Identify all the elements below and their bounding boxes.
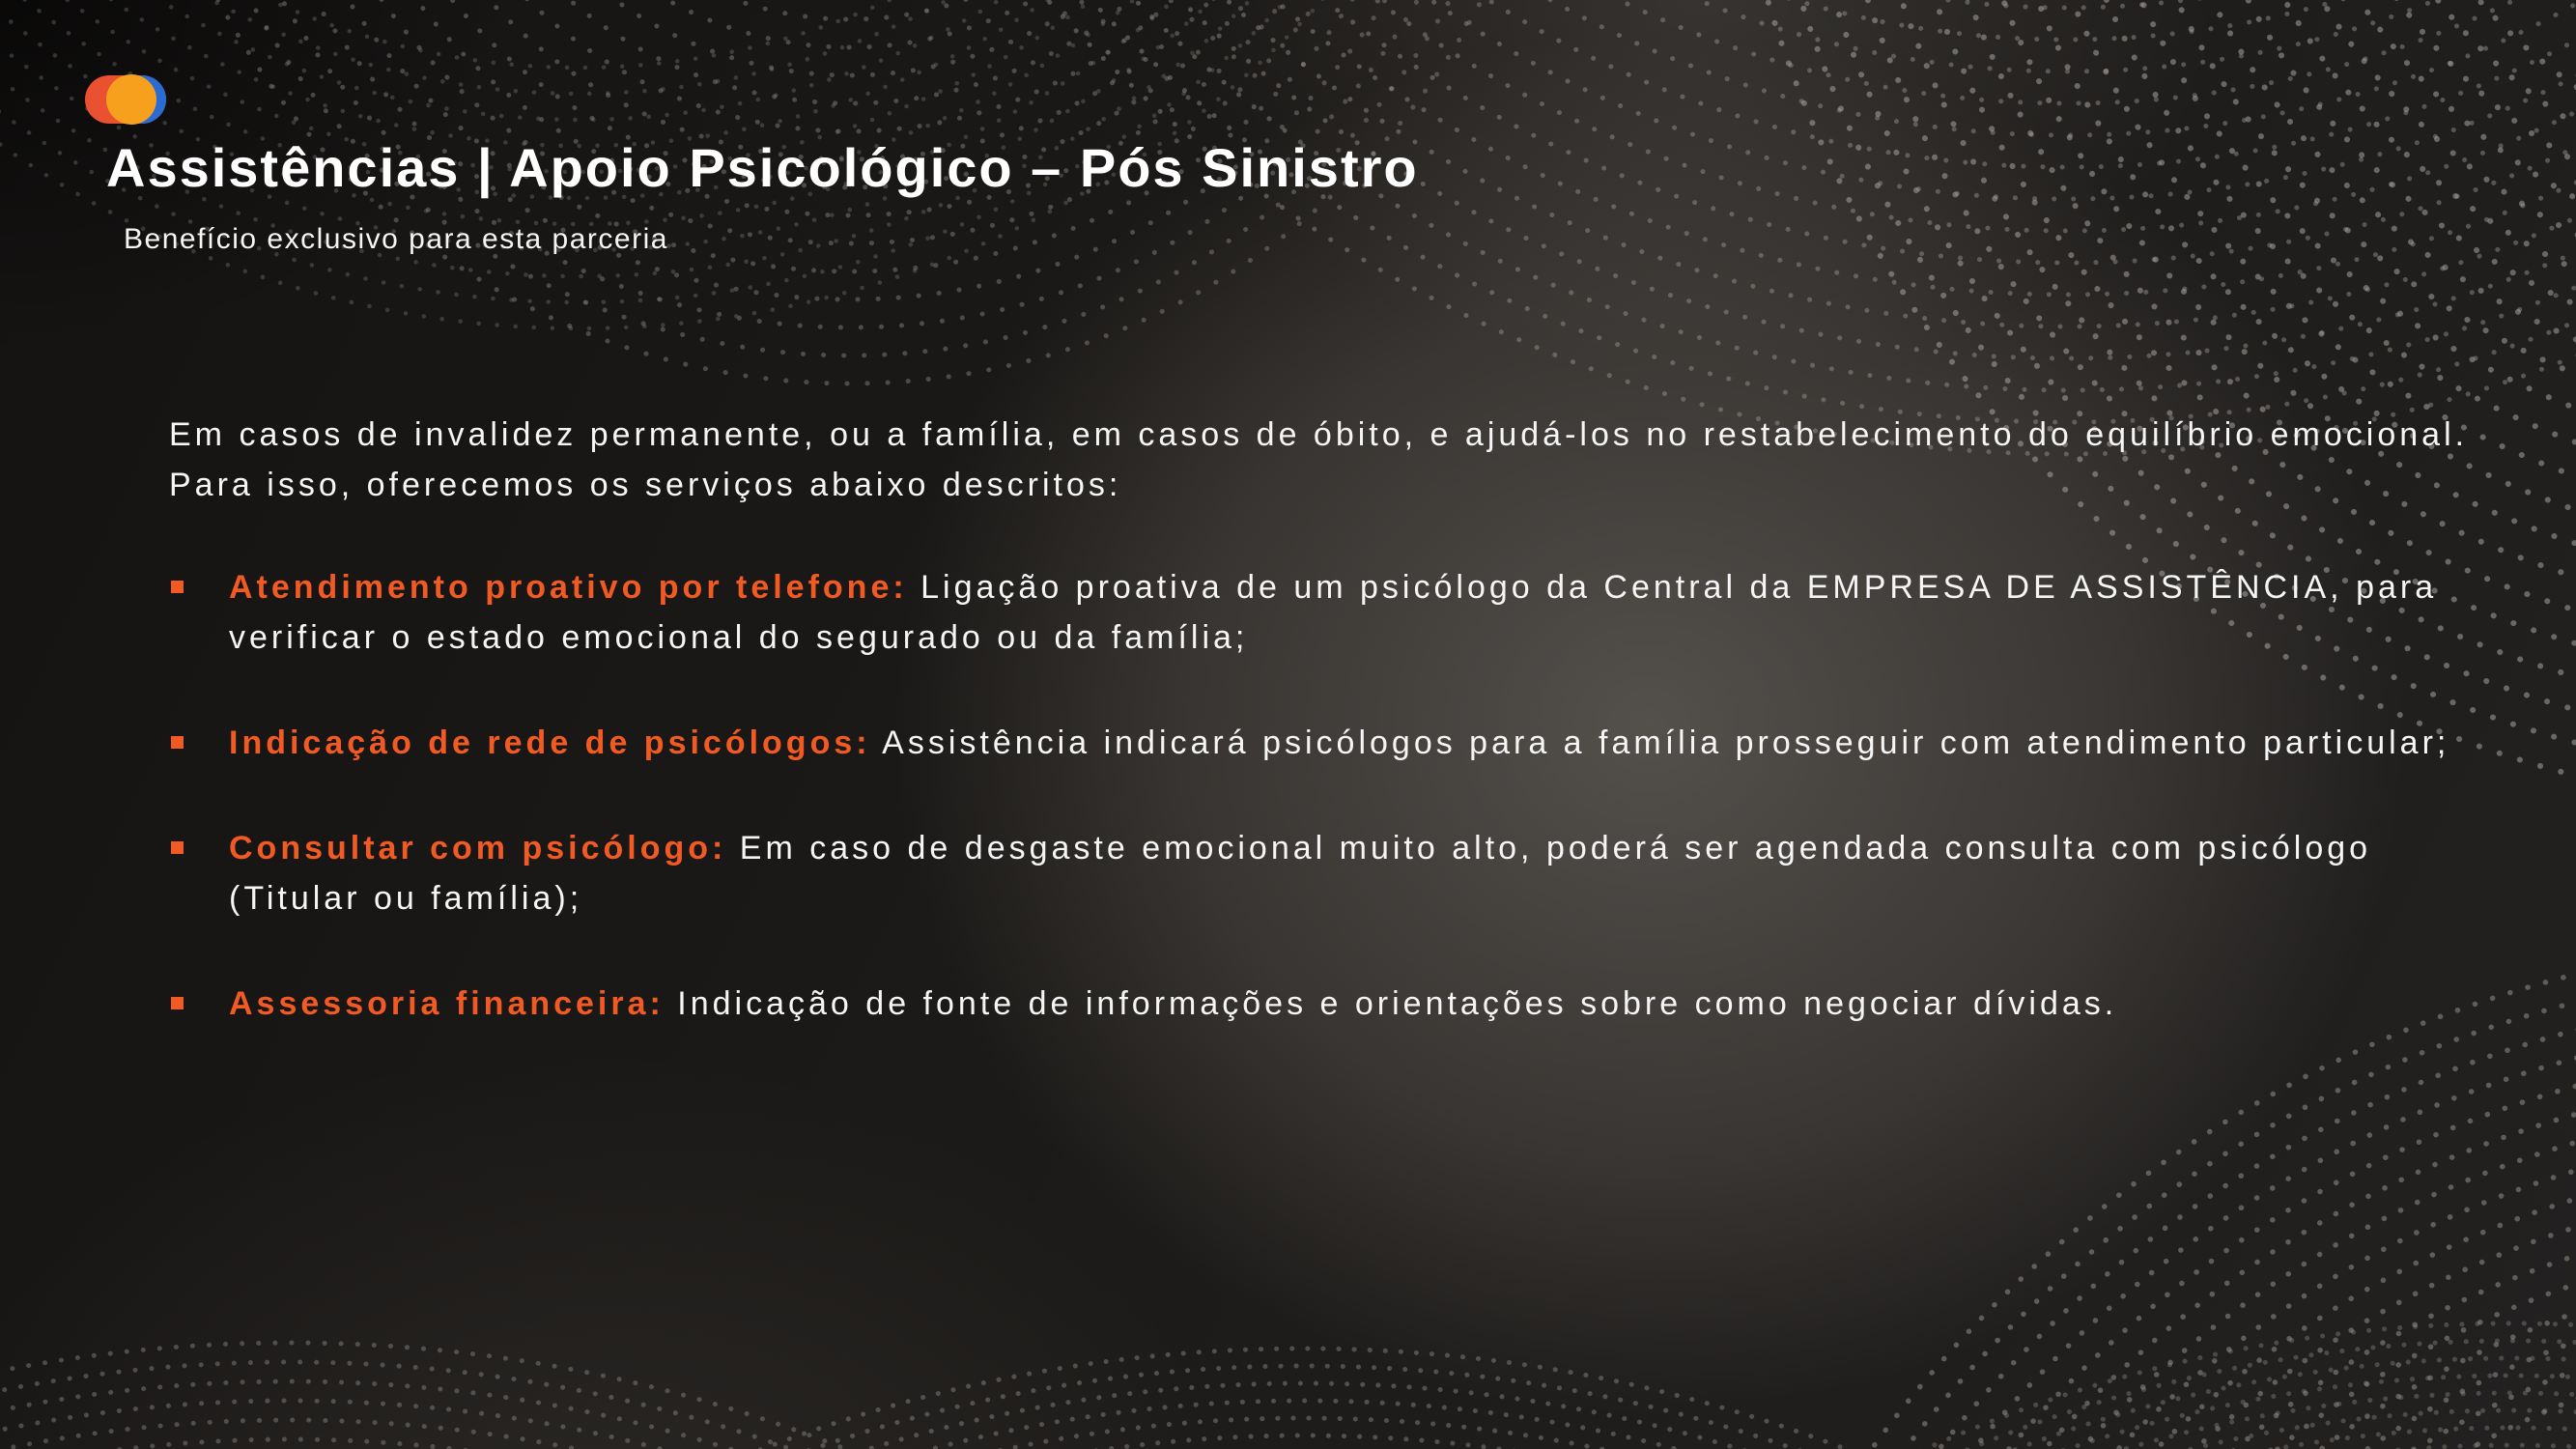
intro-paragraph: Em casos de invalidez permanente, ou a família, em casos de óbito, e ajudá-los no restabelecimento do equilíbrio emocional. Para isso, oferecemos os serviços abaixo descritos: bbox=[169, 416, 2469, 503]
logo-orange-circle bbox=[106, 74, 156, 125]
slide-body bbox=[169, 410, 2497, 1029]
wave-bottom-right-b bbox=[1082, 1323, 2576, 1449]
bullet-lead: Consultar com psicólogo: bbox=[229, 830, 727, 867]
bullet-item-rede-psicologos bbox=[169, 718, 2497, 768]
bullet-item-telefone bbox=[169, 562, 2497, 663]
bullet-lead: Atendimento proativo por telefone: bbox=[229, 569, 908, 606]
slide-title: Assistências | Apoio Psicológico – Pós Sinistro bbox=[106, 137, 1419, 198]
bullet-text: Ligação proativa de um psicólogo da Central da EMPRESA DE ASSISTÊNCIA, para verificar o estado emocional do segurado ou da família; bbox=[229, 569, 2438, 656]
wave-top-right-b bbox=[695, 0, 2576, 454]
brand-logo bbox=[85, 75, 166, 124]
bullet-square-icon bbox=[171, 736, 184, 749]
bullet-square-icon bbox=[171, 841, 184, 854]
bullet-text: Assistência indicará psicólogos para a família prosseguir com atendimento particular; bbox=[870, 724, 2450, 761]
bullet-item-assessoria bbox=[169, 979, 2497, 1029]
bullet-square-icon bbox=[171, 581, 184, 593]
bullet-square-icon bbox=[171, 997, 184, 1009]
slide-subtitle: Benefício exclusivo para esta parceria bbox=[124, 223, 668, 255]
bullet-text: Em caso de desgaste emocional muito alto, poderá ser agendada consulta com psicólogo (Titular ou família); bbox=[229, 830, 2372, 917]
wave-bottom-left bbox=[0, 1343, 1797, 1449]
bullet-list bbox=[169, 562, 2497, 1029]
bullet-lead: Assessoria financeira: bbox=[229, 985, 665, 1022]
bullet-text: Indicação de fonte de informações e orientações sobre como negociar dívidas. bbox=[664, 985, 2118, 1022]
wave-bottom-band bbox=[0, 1349, 2576, 1449]
bullet-lead: Indicação de rede de psicólogos: bbox=[229, 724, 871, 761]
bullet-item-consulta bbox=[169, 823, 2497, 923]
